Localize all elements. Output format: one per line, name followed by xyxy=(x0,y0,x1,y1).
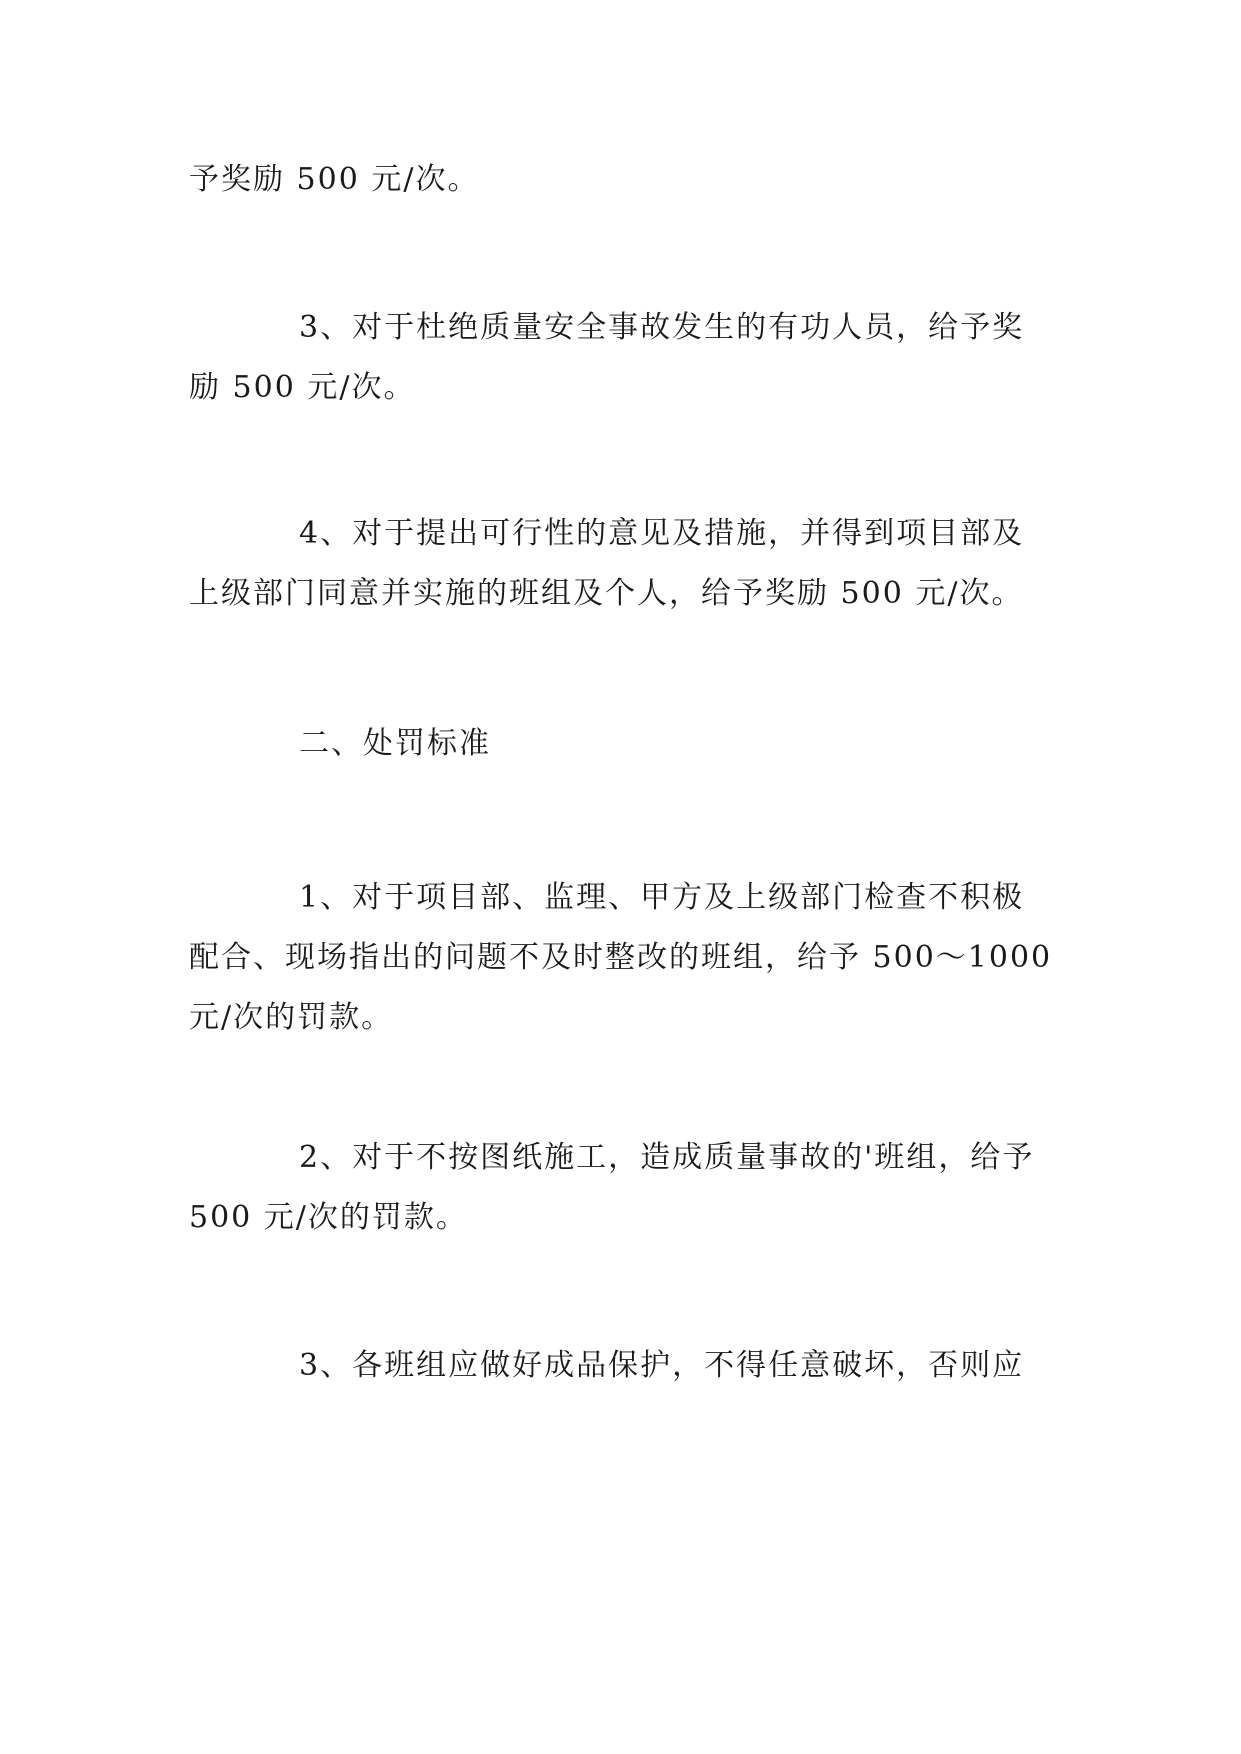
text-line: 励 500 元/次。 xyxy=(189,370,416,405)
paragraph-reward-item-3 xyxy=(189,298,1065,418)
text-line: 3、各班组应做好成品保护，不得任意破坏，否则应 xyxy=(299,1348,1025,1383)
paragraph-reward-item-4 xyxy=(189,504,1065,624)
text-line: 予奖励 500 元/次。 xyxy=(189,162,480,197)
section-heading-penalty xyxy=(189,714,1065,774)
text-line: 二、处罚标准 xyxy=(299,726,491,761)
text-line: 3、对于杜绝质量安全事故发生的有功人员，给予奖 xyxy=(299,310,1025,345)
text-line: 上级部门同意并实施的班组及个人，给予奖励 500 元/次。 xyxy=(189,576,1024,611)
text-line: 500 元/次的罚款。 xyxy=(189,1200,468,1235)
paragraph-reward-continuation xyxy=(189,150,1065,210)
paragraph-penalty-item-1 xyxy=(189,868,1065,1048)
text-line: 1、对于项目部、监理、甲方及上级部门检查不积极 xyxy=(299,880,1025,915)
text-line: 4、对于提出可行性的意见及措施，并得到项目部及 xyxy=(299,516,1025,551)
text-line: 2、对于不按图纸施工，造成质量事故的'班组，给予 xyxy=(299,1140,1035,1175)
text-line: 配合、现场指出的问题不及时整改的班组，给予 500～1000 xyxy=(189,940,1053,975)
paragraph-penalty-item-2 xyxy=(189,1128,1065,1248)
text-line: 元/次的罚款。 xyxy=(189,1000,394,1035)
paragraph-penalty-item-3 xyxy=(189,1336,1065,1396)
